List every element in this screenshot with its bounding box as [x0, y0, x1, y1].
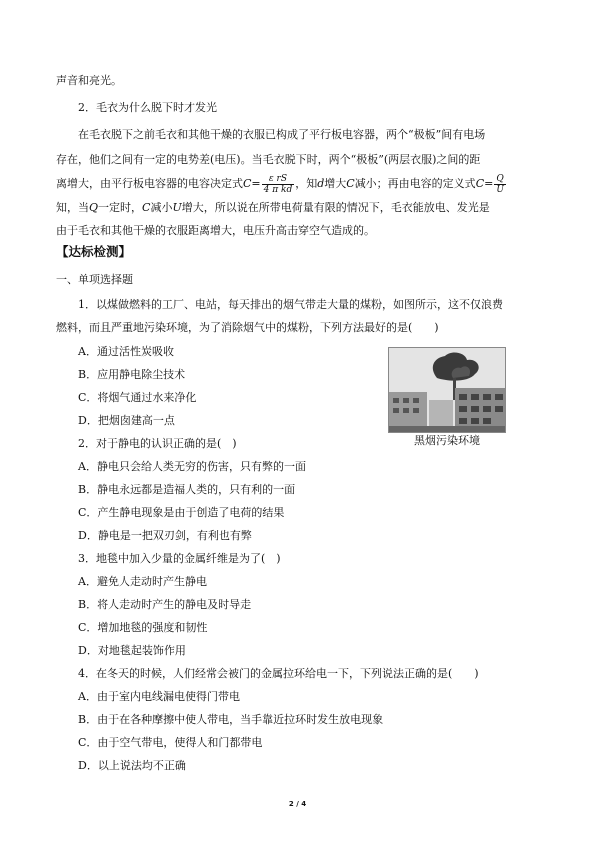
q4-option-d: D．以上说法均不正确: [78, 759, 186, 772]
q2-heading: 2．毛衣为什么脱下时才发光: [78, 101, 217, 114]
figure-caption: 黑烟污染环境: [414, 434, 480, 447]
section-title: 【达标检测】: [56, 244, 132, 259]
page-number: 2 / 4: [288, 800, 307, 808]
explanation-line-5: 由于毛衣和其他干燥的衣服距离增大，电压升高击穿空气造成的。: [56, 224, 375, 237]
explanation-line-1: 在毛衣脱下之前毛衣和其他干燥的衣服已构成了平行板电容器，两个“极板”间有电场: [78, 128, 486, 141]
q2-stem: 2．对于静电的认识正确的是( ): [78, 437, 237, 450]
capacitance-definition: $\frac{Q}{U}$: [496, 173, 504, 195]
explanation-line-4: 知，当Q一定时，C减小U增大，所以说在所带电荷量有限的情况下，毛衣能放电、发光是: [56, 201, 490, 214]
intro-tail: 声音和亮光。: [56, 74, 122, 87]
q2-option-b: B．静电永远都是造福人类的，只有利的一面: [78, 483, 296, 496]
photo-illustration: [389, 348, 505, 432]
q4-option-b: B．由于在各种摩擦中使人带电，当手靠近拉环时发生放电现象: [78, 713, 384, 726]
q1-stem: 1．以煤做燃料的工厂、电站，每天排出的烟气带走大量的煤粉，如图所示，这不仅浪费: [78, 298, 503, 311]
q2-option-d: D．静电是一把双刃剑，有利也有弊: [78, 529, 252, 542]
q4-option-c: C．由于空气带电，使得人和门都带电: [78, 736, 263, 749]
q4-stem: 4．在冬天的时候，人们经常会被门的金属拉环给电一下，下列说法正确的是( ): [78, 667, 479, 680]
q1-stem-cont: 燃料，而且严重地污染环境，为了消除烟气中的煤粉，下列方法最好的是( ): [56, 321, 439, 334]
q1-option-c: C．将烟气通过水来净化: [78, 391, 197, 404]
q3-stem: 3．地毯中加入少量的金属纤维是为了( ): [78, 552, 281, 565]
part-title: 一、单项选择题: [56, 273, 133, 286]
q1-option-b: B．应用静电除尘技术: [78, 368, 186, 381]
explanation-line-2: 存在，他们之间有一定的电势差(电压)。当毛衣脱下时，两个“极板”(两层衣服)之间的距: [56, 153, 481, 166]
q3-option-d: D．对地毯起装饰作用: [78, 644, 186, 657]
q4-option-a: A．由于室内电线漏电使得门带电: [78, 690, 240, 703]
q3-option-a: A．避免人走动时产生静电: [78, 575, 207, 588]
q3-option-b: B．将人走动时产生的静电及时导走: [78, 598, 252, 611]
q2-option-a: A．静电只会给人类无穷的伤害，只有弊的一面: [78, 460, 306, 473]
capacitance-formula: $\frac{\text{ε rS}}{\text{4 π kd}}$: [263, 173, 293, 195]
q2-option-c: C．产生静电现象是由于创造了电荷的结果: [78, 506, 285, 519]
smoke-pollution-photo: [388, 347, 506, 433]
q1-option-d: D．把烟囱建高一点: [78, 414, 175, 427]
explanation-line-3: 离增大，由平行板电容器的电容决定式C= $\frac{\text{ε rS}}{\text{4 π kd}}$ ，知d增大C减小；再由电容的定义式C= $\frac{Q}{U}$: [56, 173, 504, 195]
q1-option-a: A．通过活性炭吸收: [78, 345, 174, 358]
q3-option-c: C．增加地毯的强度和韧性: [78, 621, 208, 634]
